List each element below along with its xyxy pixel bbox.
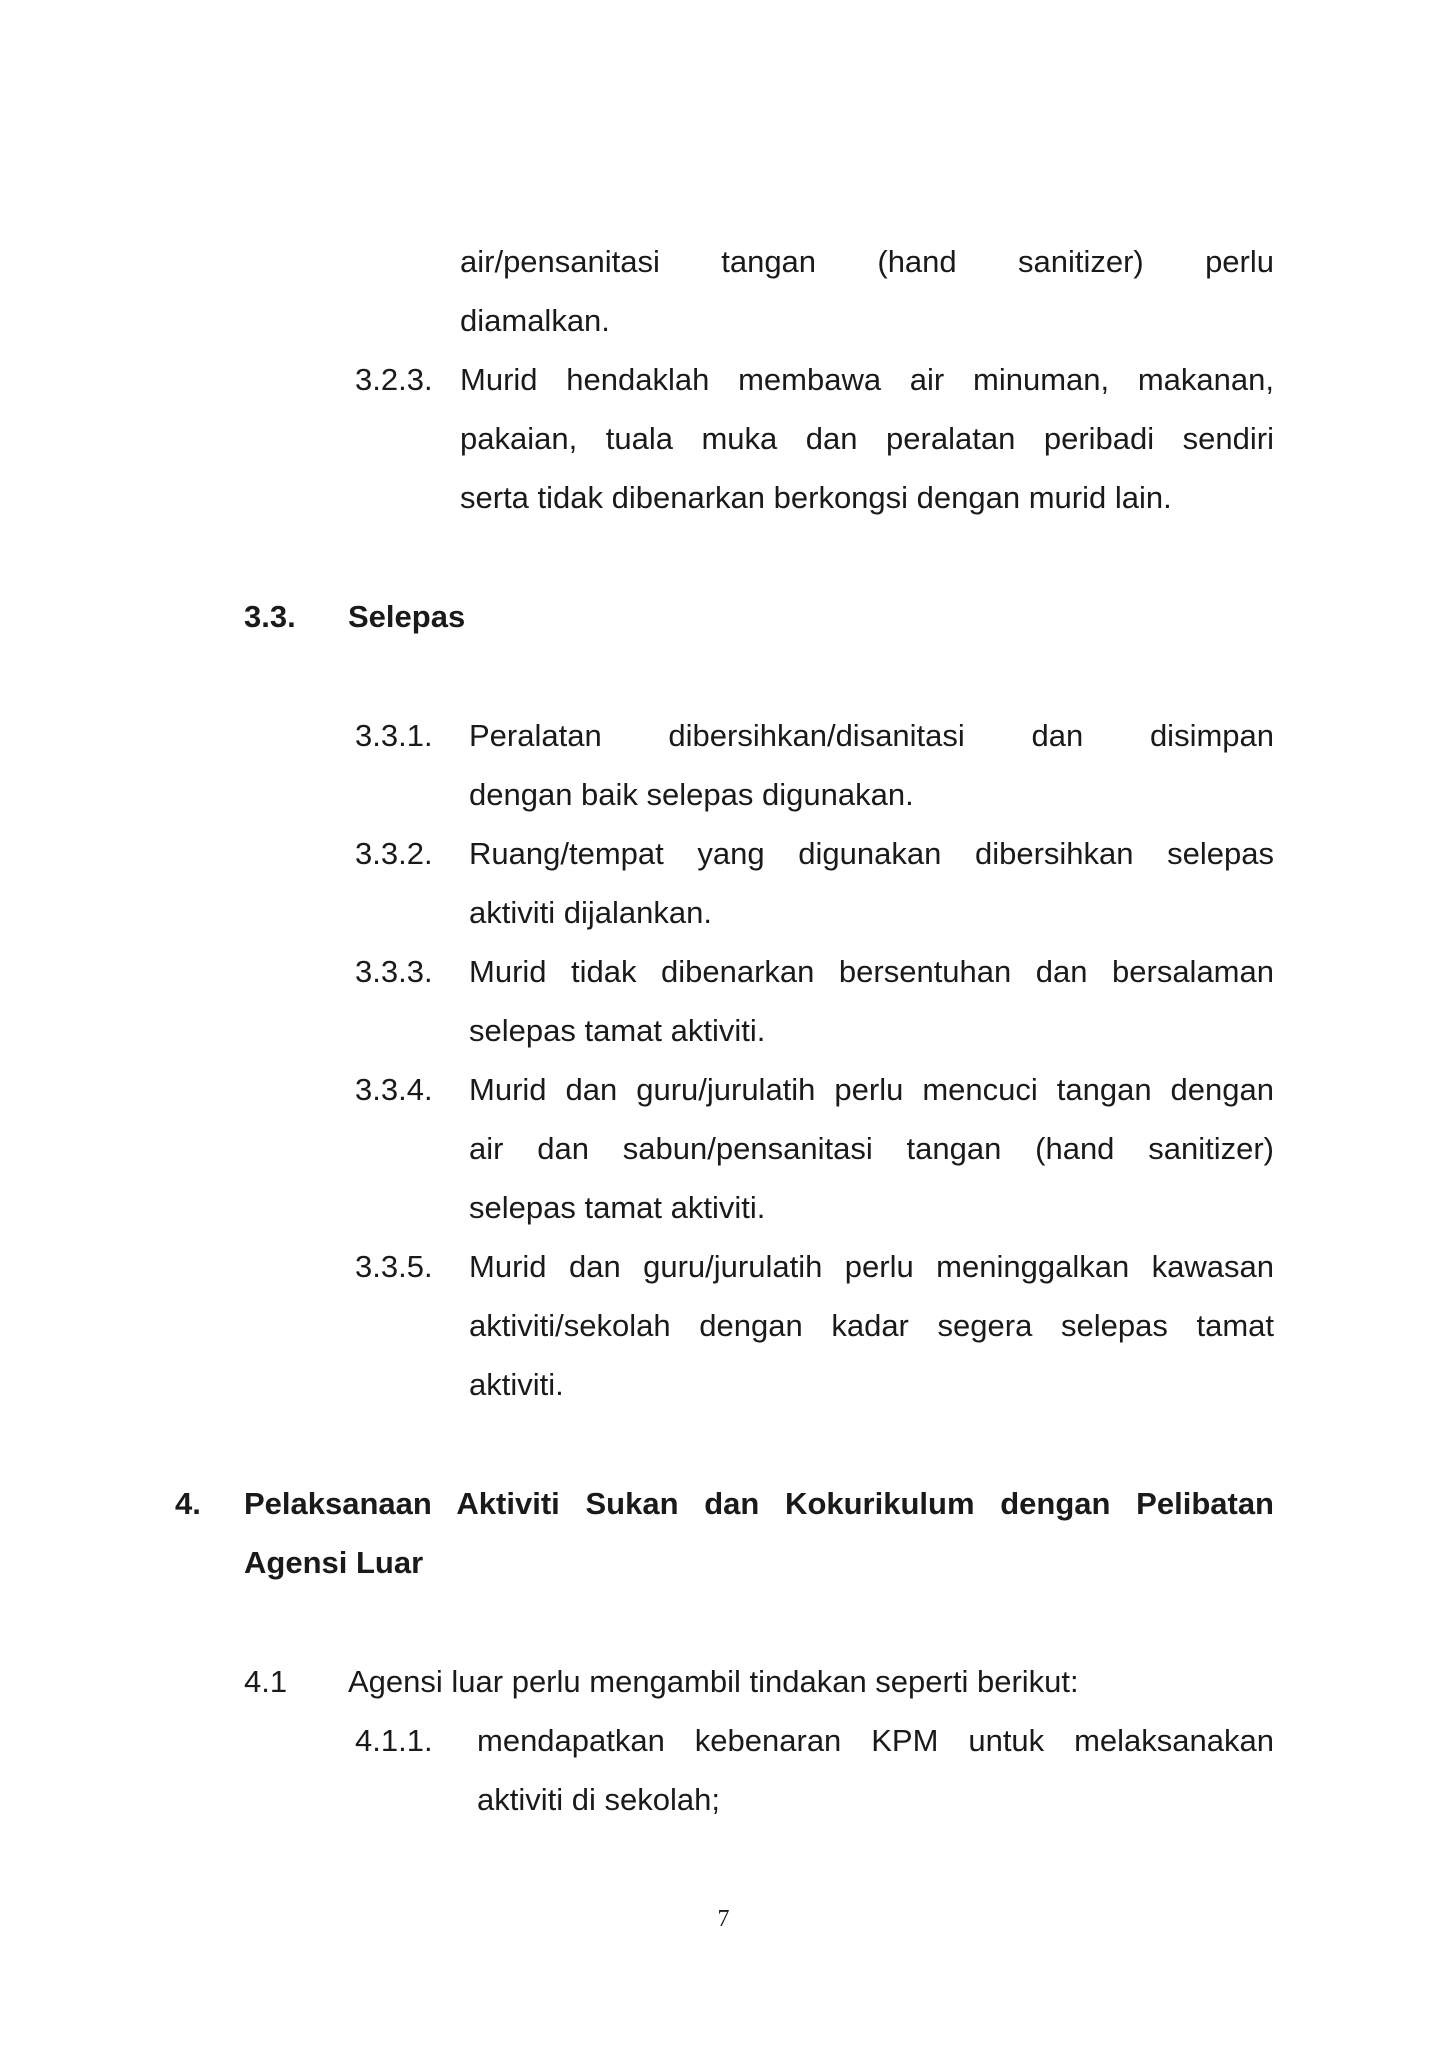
item-4-1-1-line-1: mendapatkan kebenaran KPM untuk melaksanakan xyxy=(477,1723,1274,1758)
item-number-3-3-1: 3.3.1. xyxy=(355,718,433,753)
item-number-3-3-3: 3.3.3. xyxy=(355,954,433,989)
item-3-3-1-line-1: Peralatan dibersihkan/disanitasi dan disimpan xyxy=(469,718,1274,753)
section-4-title-line-2: Agensi Luar xyxy=(244,1545,424,1580)
item-3-2-3-line-1: Murid hendaklah membawa air minuman, makanan, xyxy=(460,362,1274,397)
item-number-3-2-3: 3.2.3. xyxy=(355,362,433,397)
item-4-1-1-line-2: aktiviti di sekolah; xyxy=(477,1782,720,1817)
item-3-3-3-line-1: Murid tidak dibenarkan bersentuhan dan bersalaman xyxy=(469,954,1274,989)
item-3-3-4-line-1: Murid dan guru/jurulatih perlu mencuci tangan dengan xyxy=(469,1072,1274,1107)
section-4-title-line-1: Pelaksanaan Aktiviti Sukan dan Kokurikulum dengan Pelibatan xyxy=(244,1486,1274,1521)
item-3-2-3-line-2: pakaian, tuala muka dan peralatan peribadi sendiri xyxy=(460,421,1274,456)
item-3-3-1-line-2: dengan baik selepas digunakan. xyxy=(469,777,914,812)
continuation-line-1: air/pensanitasi tangan (hand sanitizer) perlu xyxy=(460,244,1274,279)
continuation-line-2: diamalkan. xyxy=(460,303,610,338)
item-3-3-4-line-3: selepas tamat aktiviti. xyxy=(469,1190,766,1225)
section-number-3-3: 3.3. xyxy=(244,599,296,634)
item-3-3-4-line-2: air dan sabun/pensanitasi tangan (hand sanitizer) xyxy=(469,1131,1274,1166)
page-number: 7 xyxy=(717,1906,730,1932)
item-number-3-3-5: 3.3.5. xyxy=(355,1249,433,1284)
section-4-1-text: Agensi luar perlu mengambil tindakan seperti berikut: xyxy=(348,1664,1079,1699)
section-title-selepas: Selepas xyxy=(348,599,466,634)
item-3-3-5-line-3: aktiviti. xyxy=(469,1367,564,1402)
item-number-3-3-2: 3.3.2. xyxy=(355,836,433,871)
item-number-4-1-1: 4.1.1. xyxy=(355,1723,433,1758)
item-number-3-3-4: 3.3.4. xyxy=(355,1072,433,1107)
item-3-2-3-line-3: serta tidak dibenarkan berkongsi dengan murid lain. xyxy=(460,480,1172,515)
item-3-3-2-line-1: Ruang/tempat yang digunakan dibersihkan selepas xyxy=(469,836,1274,871)
item-3-3-3-line-2: selepas tamat aktiviti. xyxy=(469,1013,766,1048)
section-number-4: 4. xyxy=(175,1486,201,1521)
section-number-4-1: 4.1 xyxy=(244,1664,288,1699)
item-3-3-2-line-2: aktiviti dijalankan. xyxy=(469,895,712,930)
item-3-3-5-line-2: aktiviti/sekolah dengan kadar segera selepas tamat xyxy=(469,1308,1274,1343)
item-3-3-5-line-1: Murid dan guru/jurulatih perlu meninggalkan kawasan xyxy=(469,1249,1274,1284)
